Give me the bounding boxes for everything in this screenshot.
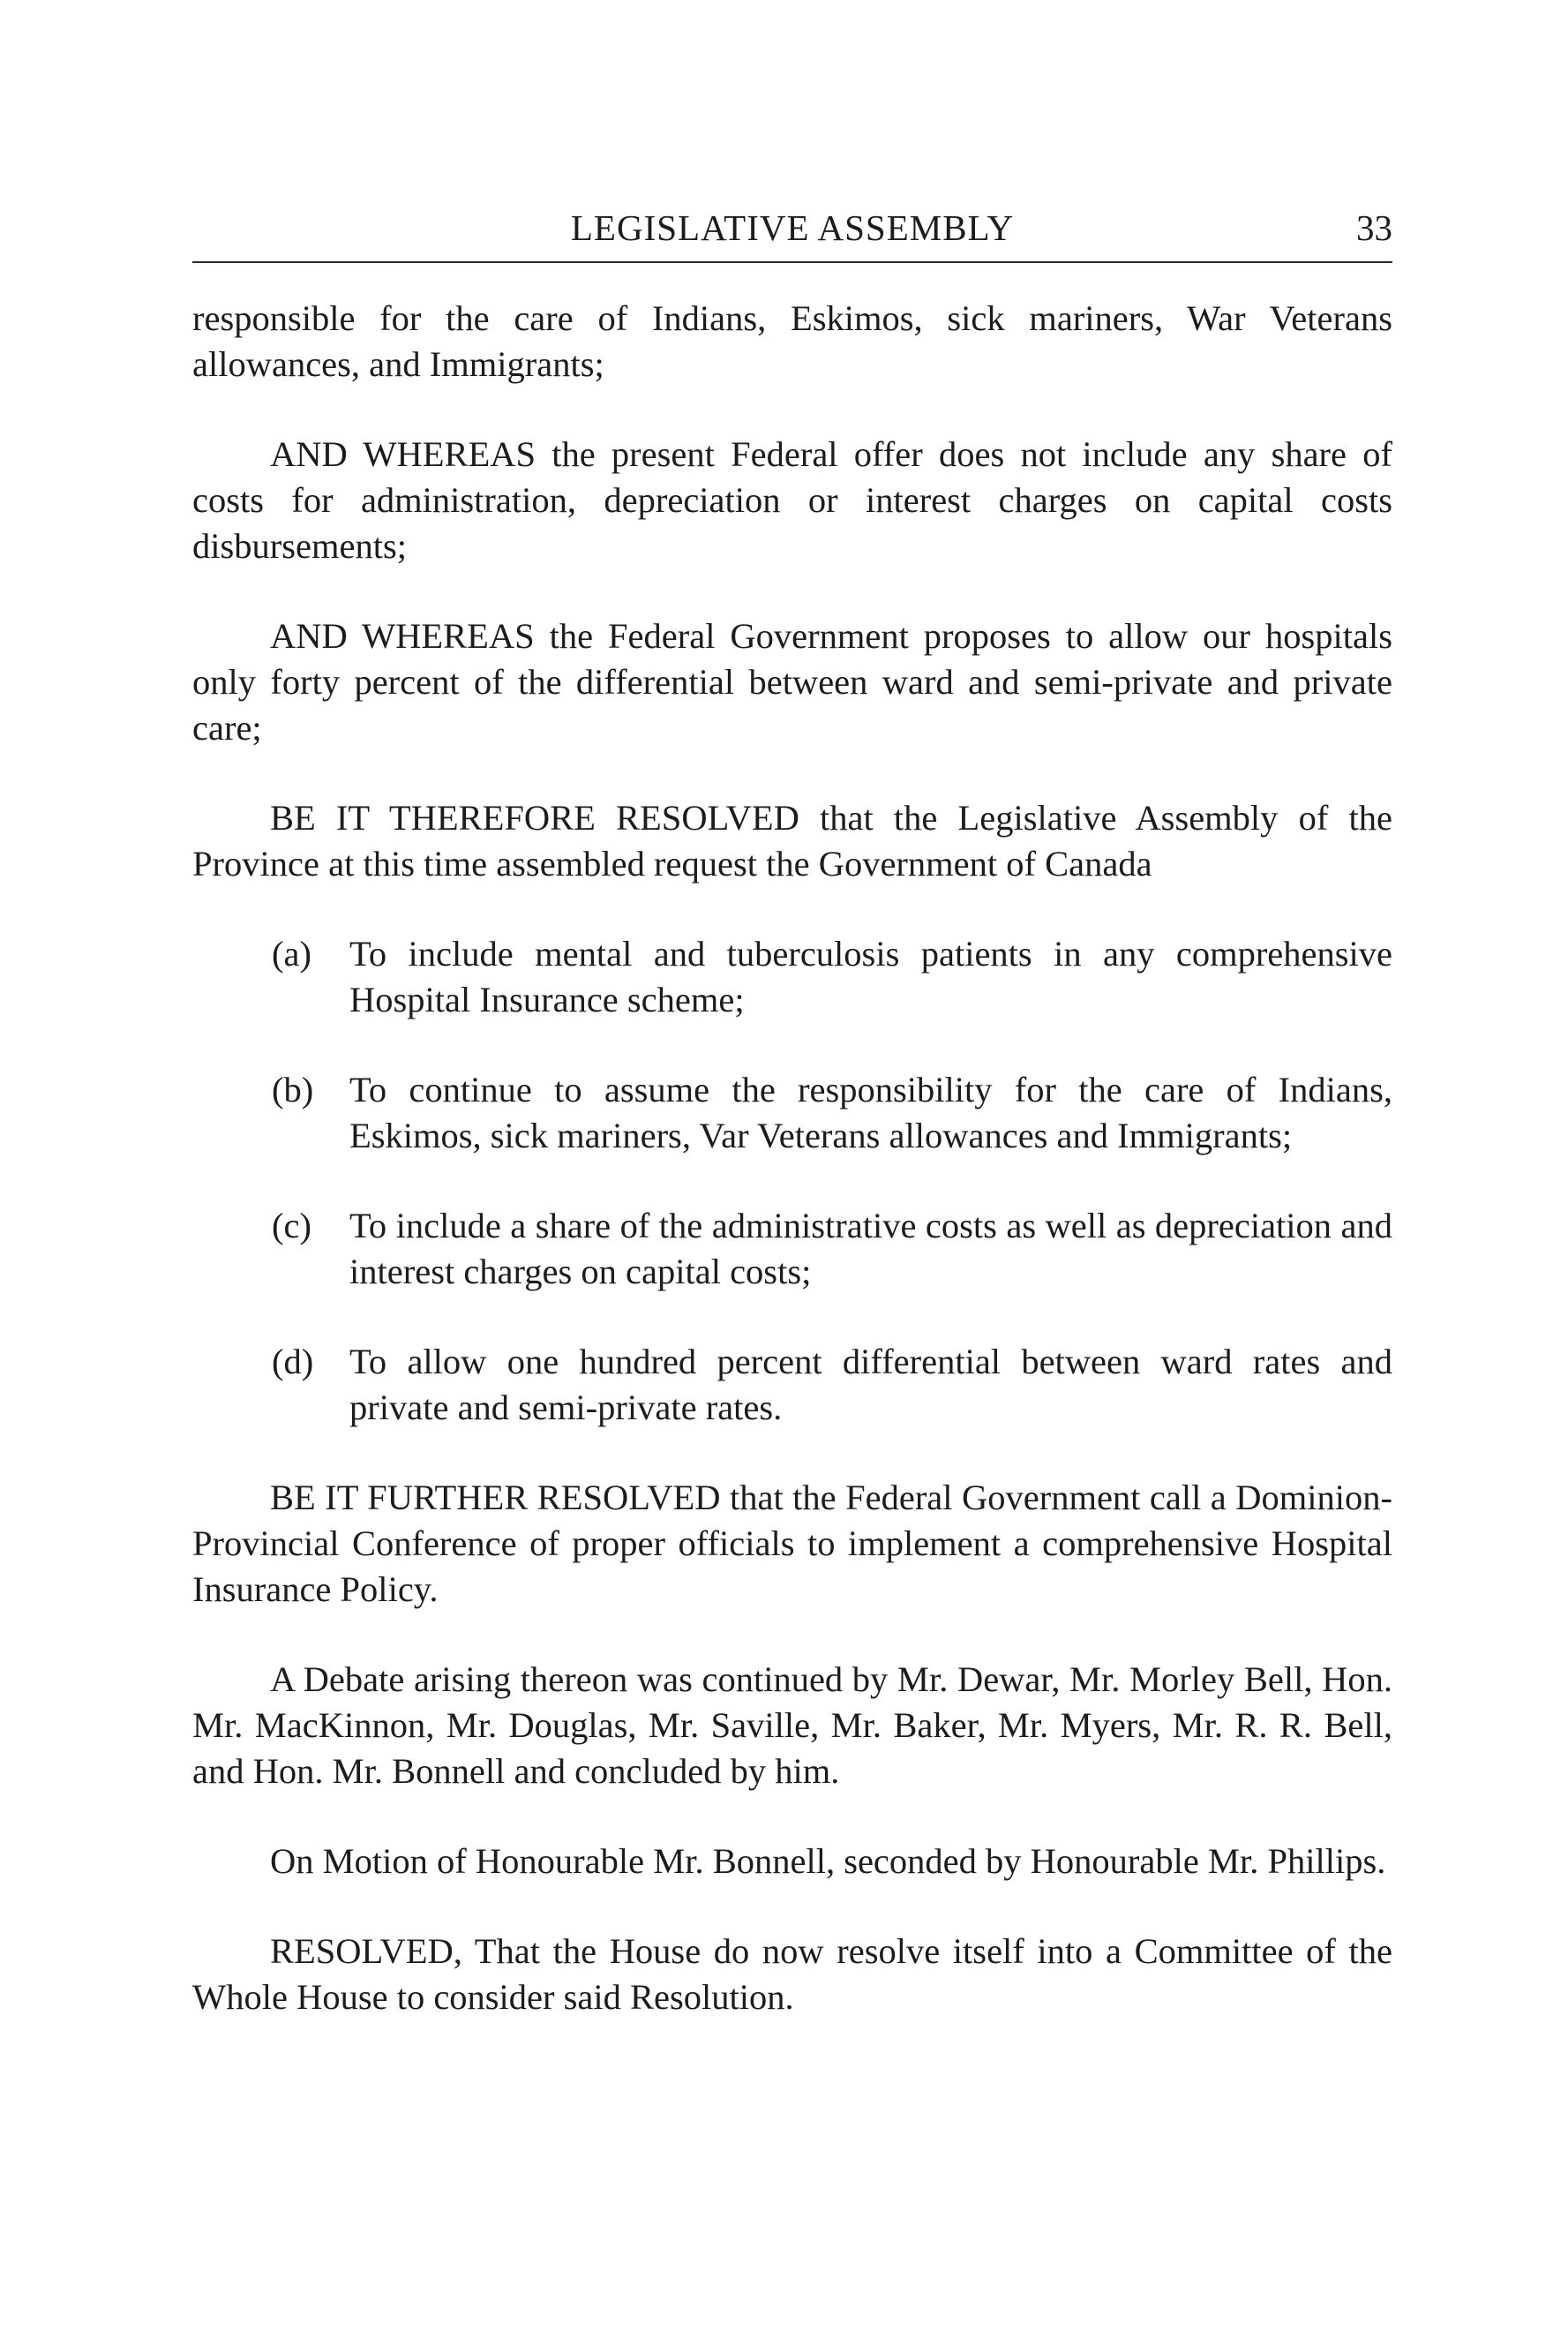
- paragraph-committee: RESOLVED, That the House do now resolve itself into a Committee of the Whole House to consider said Resolution.: [192, 1931, 1392, 2017]
- clause-label: (d): [272, 1342, 314, 1381]
- document-body: [192, 296, 1392, 2064]
- paragraph-whereas-costs: AND WHEREAS the present Federal offer does not include any share of costs for administration, depreciation or interest charges on capital costs disbursements;: [192, 434, 1392, 566]
- paragraph-debate: A Debate arising thereon was continued by Mr. Dewar, Mr. Morley Bell, Hon. Mr. MacKinnon, Mr. Douglas, Mr. Saville, Mr. Baker, Mr. Myers, Mr. R. R. Bell, and Hon. Mr. Bonnell and concluded by him.: [192, 1659, 1392, 1791]
- clause-a: [192, 931, 1392, 1023]
- clause-text: To allow one hundred percent differential between ward rates and private and semi-private rates.: [349, 1342, 1392, 1427]
- clause-c: [192, 1203, 1392, 1295]
- clause-label: (b): [272, 1070, 314, 1109]
- paragraph-resolved: BE IT THEREFORE RESOLVED that the Legislative Assembly of the Province at this time assembled request the Government of Canada: [192, 798, 1392, 884]
- clause-text: To continue to assume the responsibility for the care of Indians, Eskimos, sick mariners, Var Veterans allowances and Immigrants;: [349, 1070, 1392, 1155]
- clause-d: [192, 1339, 1392, 1431]
- paragraph-continuation: responsible for the care of Indians, Eskimos, sick mariners, War Veterans allowances, and Immigrants;: [192, 298, 1392, 384]
- clause-label: (a): [272, 934, 311, 974]
- running-title: LEGISLATIVE ASSEMBLY: [570, 207, 1015, 248]
- page-number: 33: [1356, 207, 1392, 248]
- header-rule: [192, 261, 1392, 263]
- paragraph-whereas-differential: AND WHEREAS the Federal Government proposes to allow our hospitals only forty percent of the differential between ward and semi-private and private care;: [192, 616, 1392, 748]
- paragraph-motion: On Motion of Honourable Mr. Bonnell, seconded by Honourable Mr. Phillips.: [270, 1841, 1386, 1881]
- paragraph-further-resolved: BE IT FURTHER RESOLVED that the Federal Government call a Dominion-Provincial Conference of proper officials to implement a comprehensive Hospital Insurance Policy.: [192, 1478, 1392, 1609]
- running-header: [192, 201, 1392, 254]
- clause-text: To include mental and tuberculosis patients in any comprehensive Hospital Insurance scheme;: [349, 934, 1392, 1019]
- document-page: [192, 0, 1392, 2339]
- clause-b: [192, 1067, 1392, 1159]
- clause-text: To include a share of the administrative costs as well as depreciation and interest charges on capital costs;: [349, 1206, 1392, 1291]
- clause-label: (c): [272, 1206, 311, 1245]
